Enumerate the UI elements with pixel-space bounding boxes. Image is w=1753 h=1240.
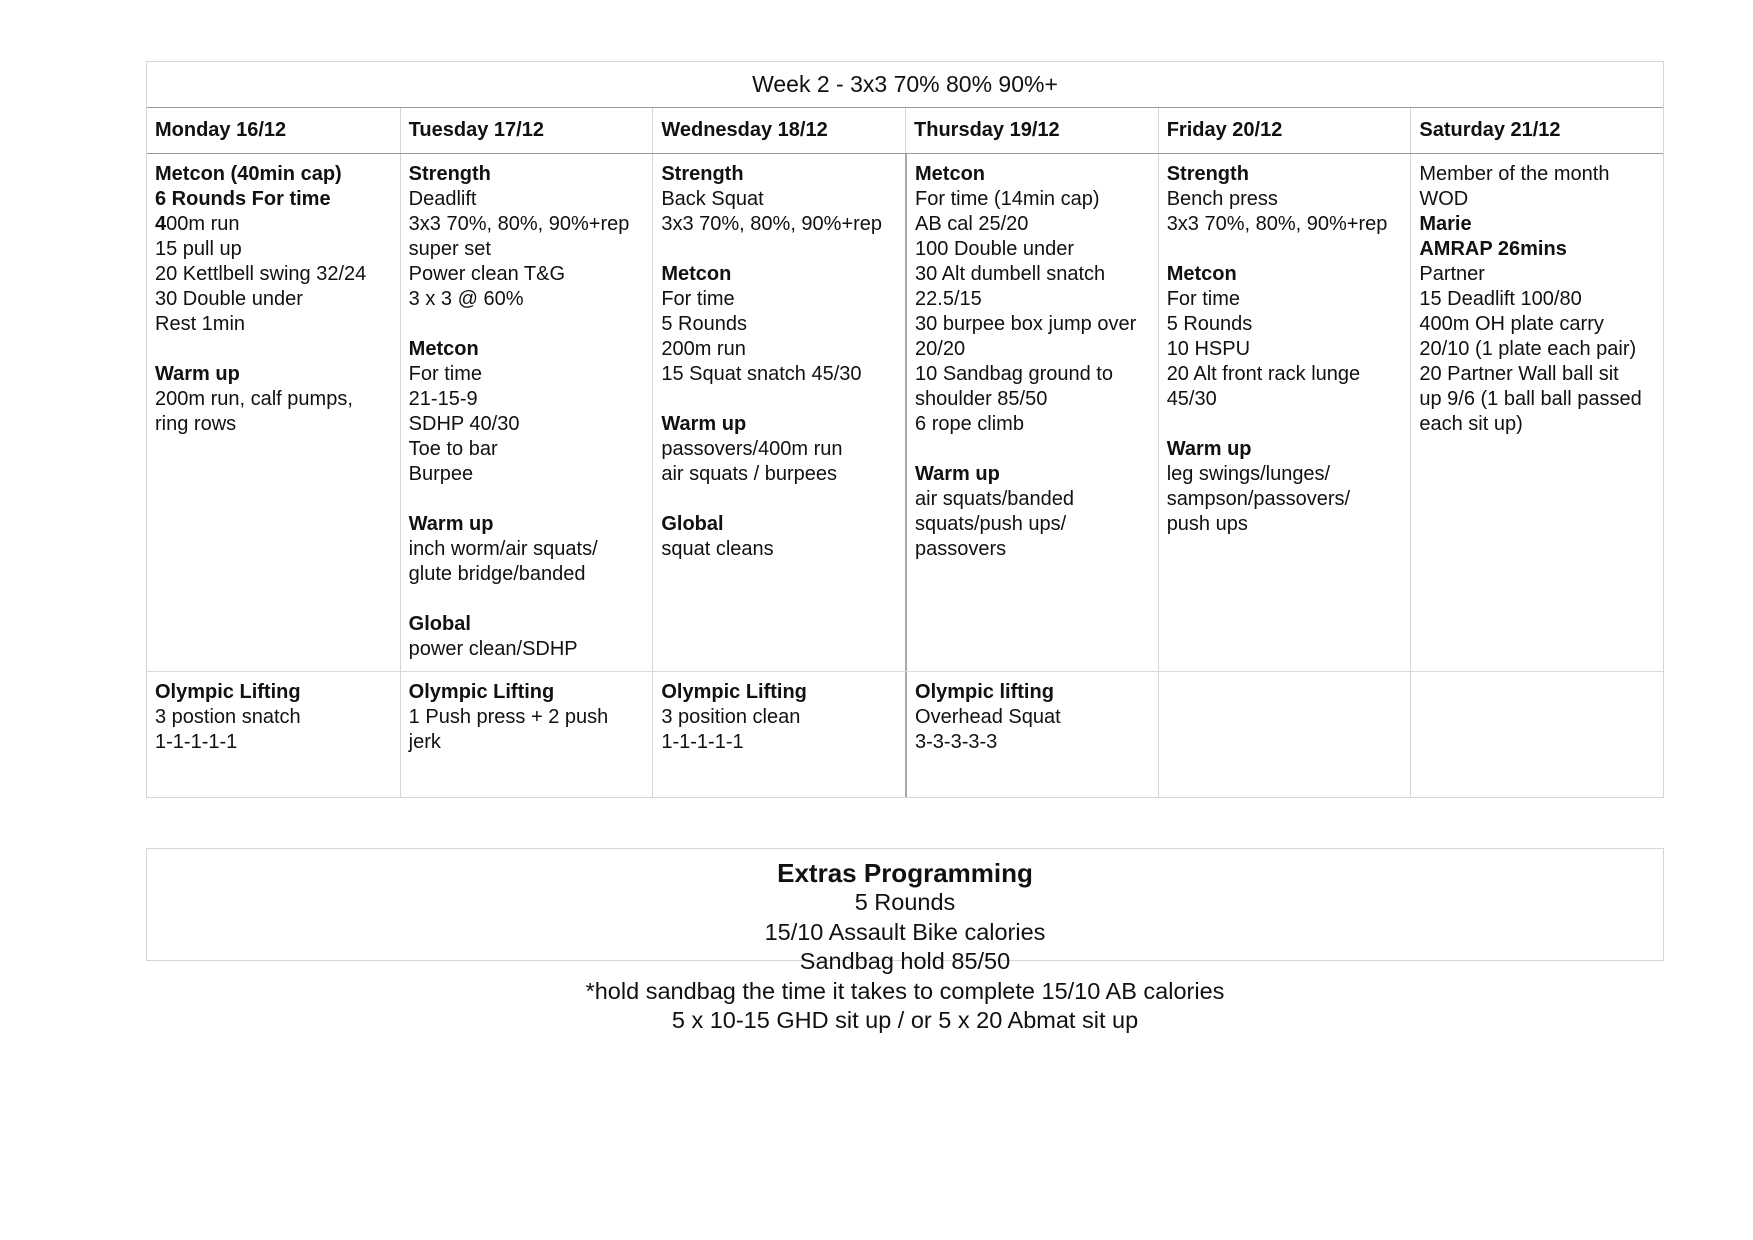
exercise-line: leg swings/lunges/ [1166,463,1331,485]
section-heading: Metcon [915,163,986,185]
spacer [409,487,645,512]
section-heading: Metcon [408,338,479,360]
olympic-cell-tuesday [400,672,653,797]
schedule-title: Week 2 - 3x3 70% 80% 90%+ [147,62,1663,108]
exercise-line: Member of the month [1419,163,1610,185]
exercise-line: 1 Push press + 2 push [408,706,609,728]
section-heading: Warm up [408,513,494,535]
exercise-line: 1-1-1-1-1 [661,731,744,753]
exercise-line: up 9/6 (1 ball ball passed [1419,388,1642,410]
exercise-line: 20 Partner Wall ball sit [1419,363,1619,385]
exercise-line: ring rows [155,413,237,435]
workout-cell-friday [1158,154,1411,671]
exercise-line: 10 HSPU [1166,338,1251,360]
exercise-line: 20/10 (1 plate each pair) [1419,338,1637,360]
exercise-line: Bench press [1166,188,1278,210]
exercise-line: 6 rope climb [915,413,1024,435]
exercise-line: 1-1-1-1-1 [155,731,238,753]
exercise-line: 3-3-3-3-3 [915,731,998,753]
section-heading: Global [661,513,724,535]
exercise-line: inch worm/air squats/ [408,538,598,560]
exercise-line: 20 Alt front rack lunge [1166,363,1361,385]
exercise-line: 30 burpee box jump over [915,313,1137,335]
spacer [155,337,392,362]
exercise-line: 400m OH plate carry [1419,313,1604,335]
extras-line: Sandbag hold 85/50 [799,948,1011,974]
exercise-line: sampson/passovers/ [1166,488,1351,510]
exercise-line: 3x3 70%, 80%, 90%+rep [1166,213,1388,235]
section-heading: 6 Rounds For time [155,188,331,210]
exercise-line: For time [661,288,735,310]
exercise-line: Power clean T&G [408,263,566,285]
exercise-line: 15 Squat snatch 45/30 [661,363,862,385]
exercise-line: Overhead Squat [915,706,1061,728]
workout-cell-tuesday [400,154,653,671]
day-header-saturday: Saturday 21/12 [1410,108,1663,153]
section-heading: Metcon (40min cap) [155,163,342,185]
workout-cell-monday [147,154,400,671]
section-heading: Olympic Lifting [155,681,301,703]
exercise-line: Burpee [408,463,474,485]
spacer [661,487,897,512]
exercise-line: 15 pull up [155,238,242,260]
exercise-line: 30 Alt dumbell snatch [915,263,1106,285]
exercise-line: Toe to bar [408,438,498,460]
extras-title: Extras Programming [777,858,1033,888]
workout-row [147,154,1663,672]
exercise-line: 20 Kettlbell swing 32/24 [155,263,367,285]
olympic-cell-monday [147,672,400,797]
exercise-line: push ups [1166,513,1248,535]
section-heading: Olympic Lifting [661,681,807,703]
exercise-line: Deadlift [408,188,477,210]
spacer [915,437,1150,462]
exercise-line: 21-15-9 [408,388,478,410]
exercise-line: 400m run [155,213,240,235]
olympic-lifting-row [147,672,1663,797]
spacer [1167,237,1403,262]
extras-line: 5 x 10-15 GHD sit up / or 5 x 20 Abmat sit up [671,1007,1139,1033]
section-heading: Olympic lifting [915,681,1054,703]
exercise-line: Back Squat [661,188,764,210]
section-heading: Metcon [661,263,732,285]
exercise-line: 5 Rounds [1166,313,1253,335]
exercise-line: AB cal 25/20 [915,213,1029,235]
section-heading: Strength [408,163,491,185]
extras-line: *hold sandbag the time it takes to complete 15/10 AB calories [585,977,1225,1004]
exercise-line: 3 position clean [661,706,801,728]
day-header-wednesday: Wednesday 18/12 [652,108,905,153]
exercise-line: Rest 1min [155,313,246,335]
exercise-line: squats/push ups/ [915,513,1067,535]
weekly-schedule-table [146,61,1664,798]
section-heading: Warm up [155,363,240,385]
section-heading: Olympic Lifting [408,681,555,703]
section-heading: Warm up [1166,438,1252,460]
exercise-line: 30 Double under [155,288,303,310]
section-heading: Warm up [915,463,1000,485]
olympic-cell-thursday [905,672,1158,797]
section-heading: AMRAP 26mins [1419,238,1567,260]
day-header-monday: Monday 16/12 [155,119,287,141]
exercise-line: Partner [1419,263,1485,285]
exercise-line: super set [408,238,491,260]
exercise-line: 22.5/15 [915,288,982,310]
exercise-line: jerk [408,731,441,753]
exercise-line: 3 x 3 @ 60% [408,288,524,310]
workout-cell-wednesday [652,154,905,671]
exercise-line: 15 Deadlift 100/80 [1419,288,1582,310]
exercise-line: air squats / burpees [661,463,837,485]
exercise-line: glute bridge/banded [408,563,586,585]
day-header-thursday: Thursday 19/12 [905,108,1158,153]
olympic-cell-friday [1158,672,1411,797]
extras-line: 15/10 Assault Bike calories [764,918,1046,945]
exercise-line: air squats/banded [915,488,1075,510]
spacer [409,587,645,612]
section-heading: Strength [1166,163,1249,185]
day-header-row [147,108,1663,154]
exercise-line: 5 Rounds [661,313,747,335]
exercise-line: 200m run, calf pumps, [155,388,353,410]
spacer [661,387,897,412]
exercise-line: 20/20 [915,338,966,360]
olympic-cell-saturday [1410,672,1663,797]
exercise-line: SDHP 40/30 [408,413,520,435]
exercise-line: passovers [915,538,1007,560]
section-heading: Global [408,613,471,635]
exercise-line: 10 Sandbag ground to [915,363,1113,385]
exercise-line: 45/30 [1166,388,1217,410]
section-heading: Marie [1419,213,1472,235]
section-heading: Strength [661,163,744,185]
spacer [1167,412,1403,437]
exercise-line: passovers/400m run [661,438,843,460]
exercise-line: WOD [1419,188,1469,210]
day-header-friday: Friday 20/12 [1158,108,1411,153]
extras-programming-box [146,848,1664,1033]
workout-cell-saturday [1410,154,1663,671]
exercise-line: 200m run [661,338,746,360]
section-heading: Metcon [1166,263,1237,285]
olympic-cell-wednesday [652,672,905,797]
exercise-line: power clean/SDHP [408,638,578,660]
exercise-line: 100 Double under [915,238,1075,260]
exercise-line: For time (14min cap) [915,188,1100,210]
spacer [409,312,645,337]
exercise-line: For time [408,363,483,385]
exercise-line: squat cleans [661,538,774,560]
exercise-line: each sit up) [1419,413,1523,435]
exercise-line: 3x3 70%, 80%, 90%+rep [408,213,630,235]
spacer [661,237,897,262]
exercise-line: 3 postion snatch [155,706,301,728]
exercise-line: For time [1166,288,1241,310]
exercise-line: shoulder 85/50 [915,388,1048,410]
section-heading: Warm up [661,413,747,435]
workout-cell-thursday [905,154,1158,671]
exercise-line: 3x3 70%, 80%, 90%+rep [661,213,883,235]
extras-line: 5 Rounds [854,889,956,915]
day-header-tuesday: Tuesday 17/12 [400,108,653,153]
